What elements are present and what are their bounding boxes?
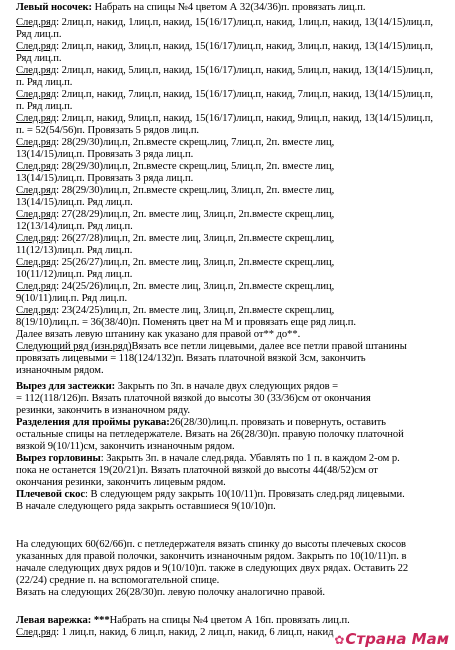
flower-icon: ✿ [334, 633, 345, 647]
line-text: : 2лиц.п, накид, 1лиц.п, накид, 15(16/17)лиц.п, накид, 1лиц.п, накид, 13(14/15)лиц.п, [56, 17, 433, 28]
line-text: резинки, закончить в изнаночном ряду. [16, 405, 190, 416]
row-label: След.ряд [16, 89, 57, 100]
line-text: 12(13/14)лиц.п. Ряд лиц.п. [16, 221, 133, 232]
text-line [16, 365, 455, 377]
text-line [16, 29, 455, 41]
text-line [16, 305, 455, 317]
text-line [16, 113, 455, 125]
line-text: Вязать на следующих 26(28/30)п. левую полочку аналогично правой. [16, 587, 325, 598]
line-text: : 1 лиц.п, накид, 6 лиц.п, накид, 2 лиц.п, накид, 6 лиц.п, накид [56, 627, 334, 638]
line-text: п. Ряд лиц.п. [16, 77, 73, 88]
line-text: : Закрыть 3п. в начале след.ряда. Убавлять по 1 п. в каждом 2-ом р. [100, 453, 400, 464]
text-line [16, 197, 455, 209]
line-text: вязкой 9(10/11)см, закончить изнаночным рядом. [16, 441, 235, 452]
line-text: : 23(24/25)лиц.п, 2п. вместе лиц, 3лиц.п, 2п.вместе скрещ.лиц, [56, 305, 335, 316]
line-text: : 2лиц.п, накид, 9лиц.п, накид, 15(16/17)лиц.п, накид, 9лиц.п, накид, 13(14/15)лиц.п, [56, 113, 433, 124]
watermark [334, 630, 449, 648]
line-text: : 25(26/27)лиц.п, 2п. вместе лиц, 3лиц.п, 2п.вместе скрещ.лиц, [56, 257, 335, 268]
text-line [16, 89, 455, 101]
line-text: На следующих 60(62/66)п. с петледержателя вязать спинку до высоты плечевых скосов [16, 539, 407, 550]
text-line [16, 429, 455, 441]
text-line [16, 257, 455, 269]
text-line [16, 245, 455, 257]
line-text: : 2лиц.п, накид, 7лиц.п, накид, 15(16/17)лиц.п, накид, 7лиц.п, накид, 13(14/15)лиц.п, [56, 89, 433, 100]
line-text: : 27(28/29)лиц.п, 2п. вместе лиц, 3лиц.п, 2п.вместе скрещ.лиц, [56, 209, 335, 220]
text-line [16, 341, 455, 353]
row-label: След.ряд [16, 41, 57, 52]
row-label: Следующий ряд (изн.ряд) [16, 341, 132, 352]
row-label: След.ряд [16, 257, 57, 268]
row-label: След.ряд [16, 281, 57, 292]
line-text: Далее вязать левую штанину как указано для правой от** до**. [16, 329, 301, 340]
section-heading: Вырез горловины [16, 453, 101, 464]
text-line [16, 293, 455, 305]
line-text: Вязать все петли лицевыми, далее все петли правой штанины [131, 341, 407, 352]
line-text: 10(11/12)лиц.п. Ряд лиц.п. [16, 269, 133, 280]
line-text: 9(10/11)лиц.п. Ряд лиц.п. [16, 293, 128, 304]
text-line [16, 501, 455, 513]
line-text: : 26(27/28)лиц.п, 2п. вместе лиц, 3лиц.п, 2п.вместе скрещ.лиц, [56, 233, 335, 244]
line-text: остальные спицы на петледержателе. Вязать на 26(28/30)п. правую полочку платочной [16, 429, 404, 440]
text-line [16, 53, 455, 65]
line-text: = 112(118/126)п. Вязать платочной вязкой до высоты 30 (33/36)см от окончания [16, 393, 371, 404]
row-label: След.ряд [16, 627, 57, 638]
text-line [16, 221, 455, 233]
section-heading: Плечевой скос [16, 489, 86, 500]
text-line [16, 65, 455, 77]
row-label: След.ряд [16, 17, 57, 28]
text-line [16, 477, 455, 489]
text-line [16, 615, 455, 627]
text-line [16, 125, 455, 137]
text-line [16, 489, 455, 501]
row-label: След.ряд [16, 305, 57, 316]
text-line [16, 233, 455, 245]
line-text: Ряд лиц.п. [16, 53, 62, 64]
text-line [16, 2, 455, 14]
text-line [16, 539, 455, 551]
line-text: : 2лиц.п, накид, 5лиц.п, накид, 15(16/17)лиц.п, накид, 5лиц.п, накид, 13(14/15)лиц.п, [56, 65, 433, 76]
line-text: окончания резинки, закончить лицевым рядом. [16, 477, 226, 488]
text-line [16, 381, 455, 393]
text-line [16, 393, 455, 405]
line-text: 26(28/30)лиц.п. провязать и повернуть, оставить [169, 417, 386, 428]
line-text: провязать лицевыми = 118(124/132)п. Вязать платочной вязкой 3см, закончить [16, 353, 366, 364]
text-line [16, 417, 455, 429]
text-line [16, 465, 455, 477]
line-text: изнаночным рядом. [16, 365, 104, 376]
line-text: (22/24) средние п. на вспомогательной спице. [16, 575, 220, 586]
section-heading: Вырез для застежки: [16, 381, 118, 392]
line-text: Набрать на спицы №4 цветом А 32(34/36)п. провязать лиц.п. [94, 2, 366, 13]
line-text: 13(14/15)лиц.п. Ряд лиц.п. [16, 197, 133, 208]
text-line [16, 405, 455, 417]
line-text: Ряд лиц.п. [16, 29, 62, 40]
row-label: След.ряд [16, 65, 57, 76]
line-text: п. Ряд лиц.п. [16, 101, 73, 112]
line-text: Закрыть по 3п. в начале двух следующих рядов = [117, 381, 339, 392]
section-heading: Разделения для проймы рукава: [16, 417, 170, 428]
line-text: 11(12/13)лиц.п. Ряд лиц.п. [16, 245, 133, 256]
text-line [16, 281, 455, 293]
text-line [16, 563, 455, 575]
line-text: 13(14/15)лиц.п. Провязать 3 ряда лиц.п. [16, 149, 194, 160]
row-label: След.ряд [16, 137, 57, 148]
text-line [16, 317, 455, 329]
text-line [16, 441, 455, 453]
line-text: 13(14/15)лиц.п. Провязать 3 ряда лиц.п. [16, 173, 194, 184]
line-text: п. = 52(54/56)п. Провязать 5 рядов лиц.п. [16, 125, 200, 136]
text-line [16, 149, 455, 161]
line-text: : 2лиц.п, накид, 3лиц.п, накид, 15(16/17)лиц.п, накид, 3лиц.п, накид, 13(14/15)лиц.п, [56, 41, 433, 52]
text-line [16, 575, 455, 587]
text-line [16, 269, 455, 281]
row-label: След.ряд [16, 113, 57, 124]
line-text: указанных для правой полочки, закончить изнаночным рядом. Закрыть по 10(10/11)п. в [16, 551, 407, 562]
row-label: След.ряд [16, 233, 57, 244]
line-text: В начале следующего ряда закрыть оставшиеся 9(10/10)п. [16, 501, 276, 512]
row-label: След.ряд [16, 185, 57, 196]
line-text: : 24(25/26)лиц.п, 2п. вместе лиц, 3лиц.п, 2п.вместе скрещ.лиц, [56, 281, 335, 292]
text-line [16, 137, 455, 149]
text-line [16, 209, 455, 221]
row-label: След.ряд [16, 161, 57, 172]
line-text: : 28(29/30)лиц.п, 2п.вместе скрещ.лиц, 7лиц.п, 2п. вместе лиц, [56, 137, 335, 148]
line-text: Набрать на спицы №4 цветом А 16п. провязать лиц.п. [109, 615, 350, 626]
row-label: След.ряд [16, 209, 57, 220]
line-text: 8(19/10)лиц.п. = 36(38/40)п. Поменять цвет на М и провязать еще ряд лиц.п. [16, 317, 356, 328]
line-text: начале следующих двух рядов и 9(10/10)п. также в следующих двух рядах. Оставить 22 [16, 563, 409, 574]
section-heading: Левая варежка: *** [16, 615, 110, 626]
text-line [16, 353, 455, 365]
text-line [16, 453, 455, 465]
watermark-text: Страна Мам [345, 630, 449, 648]
text-line [16, 17, 455, 29]
text-line [16, 41, 455, 53]
text-line [16, 101, 455, 113]
line-text: : 28(29/30)лиц.п, 2п.вместе скрещ.лиц, 5лиц.п, 2п. вместе лиц, [56, 161, 335, 172]
text-line [16, 173, 455, 185]
line-text: : В следующем ряду закрыть 10(10/11)п. Провязать след.ряд лицевыми. [85, 489, 405, 500]
line-text: : 28(29/30)лиц.п, 2п.вместе скрещ.лиц, 3лиц.п, 2п. вместе лиц, [56, 185, 335, 196]
text-line [16, 587, 455, 599]
section-heading: Левый носочек: [16, 2, 95, 13]
text-line [16, 77, 455, 89]
text-line [16, 161, 455, 173]
text-line [16, 185, 455, 197]
text-line [16, 551, 455, 563]
line-text: пока не останется 19(20/21)п. Вязать платочной вязкой до высоты 44(48/52)см от [16, 465, 378, 476]
text-line [16, 329, 455, 341]
